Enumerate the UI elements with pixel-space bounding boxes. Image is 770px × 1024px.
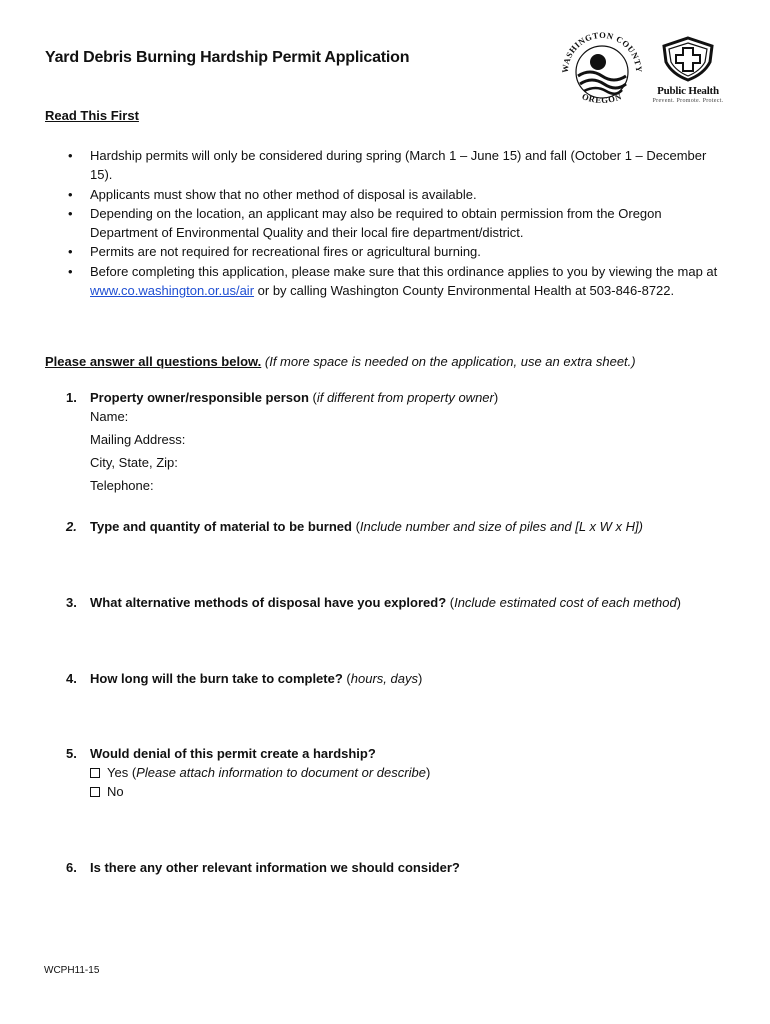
washington-county-logo [558, 26, 646, 116]
public-health-shield-icon [658, 36, 718, 82]
paren: ( [128, 765, 137, 780]
question-number: 1. [66, 390, 77, 405]
read-first-heading: Read This First [45, 108, 139, 123]
question-number: 5. [66, 746, 77, 761]
instructions [45, 354, 636, 369]
question-number: 4. [66, 671, 77, 686]
question-number: 3. [66, 595, 77, 610]
question-note: hours, days [350, 671, 418, 686]
question-4 [66, 671, 716, 686]
form-code: WCPH11-15 [44, 965, 100, 976]
question-note: if different from property owner [316, 390, 494, 405]
county-logo-top-text: WASHINGTON COUNTY [559, 29, 645, 74]
paren: ) [417, 671, 423, 686]
paren: ) [676, 595, 682, 610]
yes-note: Please attach information to document or describe [136, 765, 426, 780]
paren: ( [308, 390, 317, 405]
instructions-bold: Please answer all questions below. [45, 354, 262, 369]
instructions-italic: (If more space is needed on the application, use an extra sheet.) [264, 354, 636, 369]
paren: ) [425, 765, 431, 780]
paren: ) [493, 390, 499, 405]
question-label: Would denial of this permit create a hardship? [90, 746, 376, 761]
question-number: 2. [66, 519, 77, 534]
paren: ( [351, 519, 360, 534]
hardship-yes-option[interactable] [90, 765, 430, 780]
bullet-item: • Applicants must show that no other method of disposal is available. [62, 185, 722, 204]
no-checkbox[interactable] [90, 787, 100, 797]
field-telephone-label: Telephone: [90, 478, 154, 493]
read-first-list [62, 146, 722, 300]
bullet-text: Before completing this application, please make sure that this ordinance applies to you by viewing the map at [90, 263, 718, 279]
no-label: No [107, 784, 124, 799]
question-label: What alternative methods of disposal have you explored? [90, 595, 447, 610]
page-title: Yard Debris Burning Hardship Permit Application [45, 49, 410, 66]
question-number: 6. [66, 860, 77, 875]
bullet-item: • Depending on the location, an applicant may also be required to obtain permission from the Oregon Department of Environmental Quality and their local fire department/district. [62, 204, 722, 243]
question-label: Type and quantity of material to be burned [90, 519, 352, 534]
question-note: Include number and size of piles and [L x W x H]) [359, 519, 643, 534]
question-1 [66, 390, 716, 405]
question-2 [66, 519, 716, 534]
paren: ( [342, 671, 351, 686]
public-health-name: Public Health [657, 85, 719, 97]
paren: ( [446, 595, 455, 610]
field-name-label: Name: [90, 409, 129, 424]
yes-checkbox[interactable] [90, 768, 100, 778]
yes-label: Yes [107, 765, 129, 780]
bullet-item [62, 262, 722, 301]
question-3 [66, 595, 716, 610]
public-health-logo [648, 36, 728, 108]
field-city-state-zip-label: City, State, Zip: [90, 455, 178, 470]
question-label: Property owner/responsible person [90, 390, 309, 405]
air-map-link[interactable]: www.co.washington.or.us/air [90, 283, 255, 299]
county-logo-bottom-text: OREGON [580, 91, 624, 106]
public-health-tagline: Prevent. Promote. Protect. [652, 98, 724, 104]
question-6 [66, 860, 716, 875]
hardship-no-option[interactable] [90, 784, 124, 799]
bullet-text: or by calling Washington County Environmental Health at 503-846-8722. [254, 283, 675, 299]
field-mailing-address-label: Mailing Address: [90, 432, 186, 447]
question-label: Is there any other relevant information we should consider? [90, 860, 460, 875]
question-note: Include estimated cost of each method [454, 595, 677, 610]
bullet-item: • Hardship permits will only be considered during spring (March 1 – June 15) and fall (October 1 – December 15). [62, 146, 722, 185]
question-5 [66, 746, 716, 761]
bullet-item: • Permits are not required for recreational fires or agricultural burning. [62, 242, 722, 261]
question-label: How long will the burn take to complete? [90, 671, 343, 686]
